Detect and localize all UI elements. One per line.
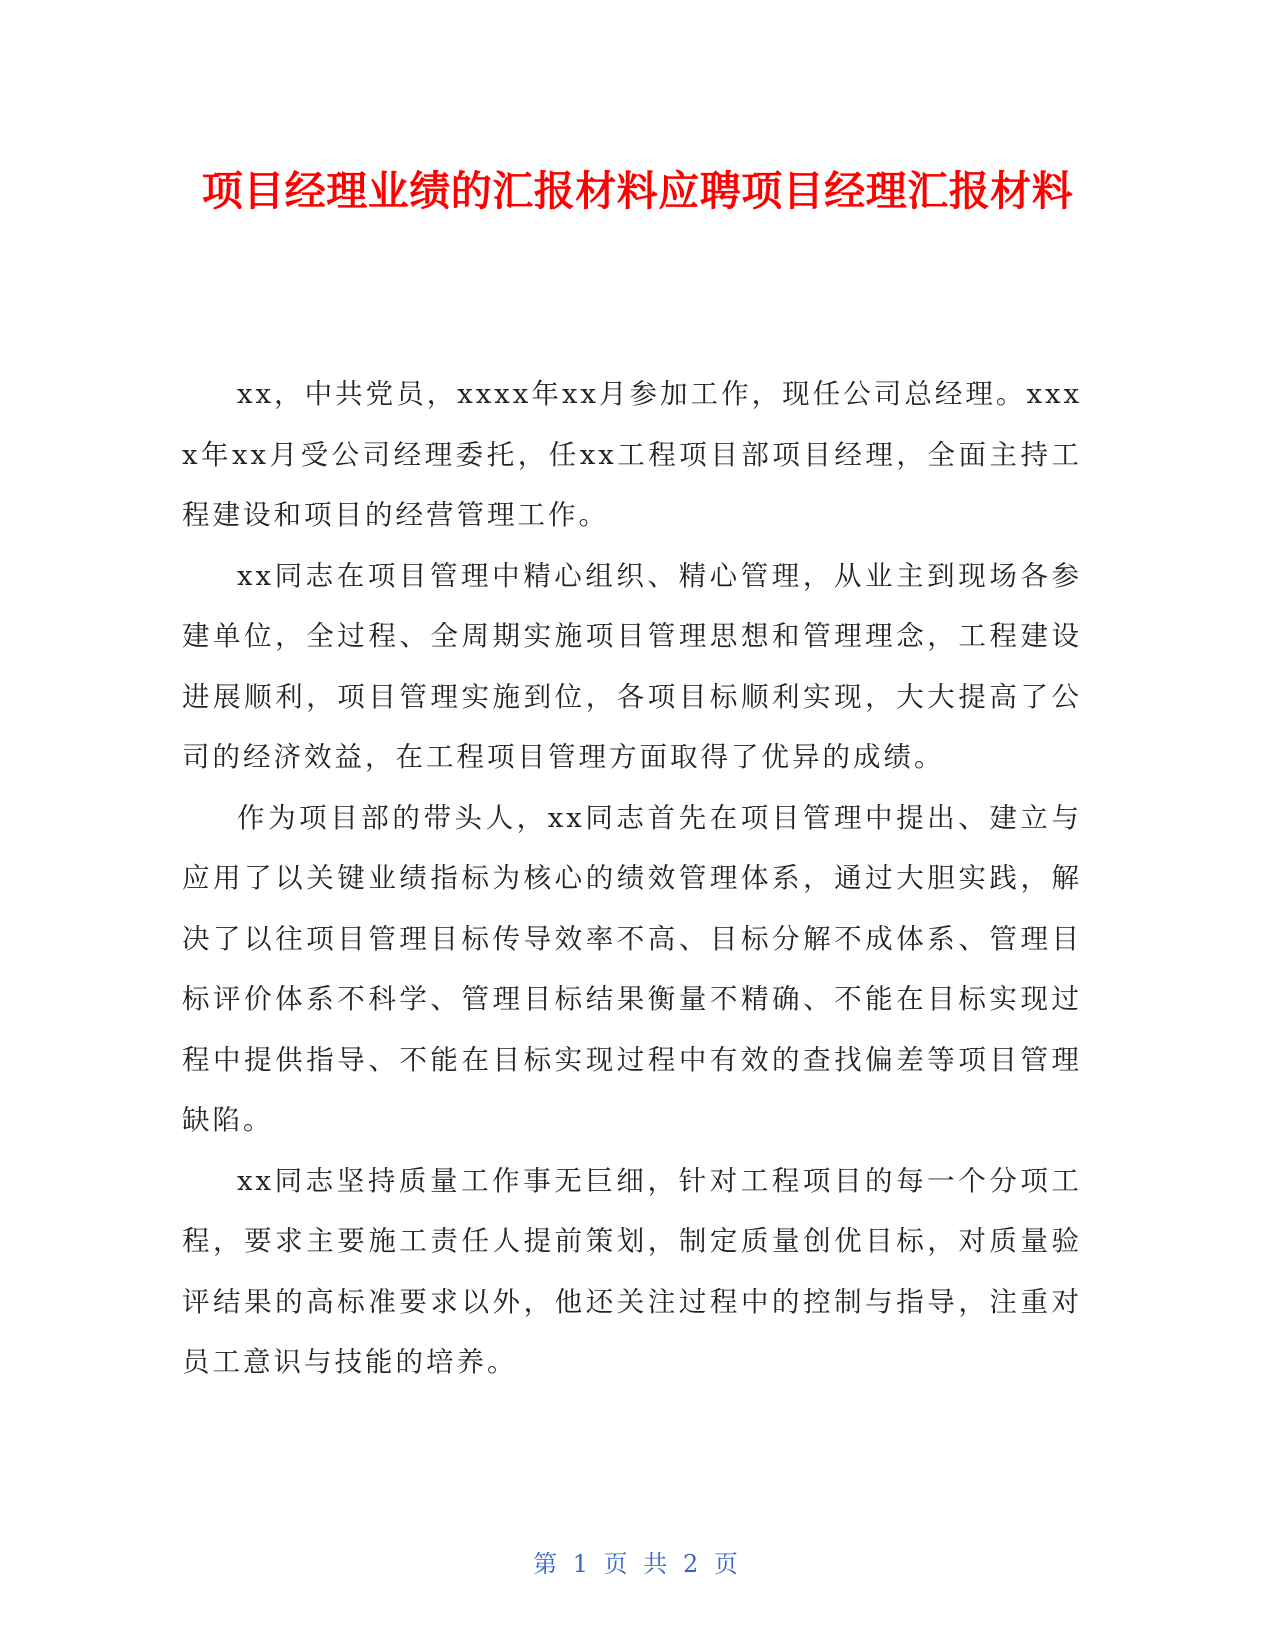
paragraph-2: xx同志在项目管理中精心组织、精心管理，从业主到现场各参建单位，全过程、全周期实施项目管理思想和管理理念，工程建设进展顺利，项目管理实施到位，各项目标顺利实现，大大提高了公司的经济效益，在工程项目管理方面取得了优异的成绩。 xyxy=(182,559,1082,773)
paragraph-1: xx，中共党员，xxxx年xx月参加工作，现任公司总经理。xxxx年xx月受公司经理委托，任xx工程项目部项目经理，全面主持工程建设和项目的经营管理工作。 xyxy=(182,378,1082,531)
paragraph-3: 作为项目部的带头人，xx同志首先在项目管理中提出、建立与应用了以关键业绩指标为核心的绩效管理体系，通过大胆实践，解决了以往项目管理目标传导效率不高、目标分解不成体系、管理目标评价体系不科学、管理目标结果衡量不精确、不能在目标实现过程中提供指导、不能在目标实现过程中有效的查找偏差等项目管理缺陷。 xyxy=(182,801,1082,1136)
document-body xyxy=(182,364,1082,1393)
document-title: 项目经理业绩的汇报材料应聘项目经理汇报材料 xyxy=(201,167,1074,215)
paragraph-4: xx同志坚持质量工作事无巨细，针对工程项目的每一个分项工程，要求主要施工责任人提前策划，制定质量创优目标，对质量验评结果的高标准要求以外，他还关注过程中的控制与指导，注重对员工意识与技能的培养。 xyxy=(182,1164,1082,1378)
page-footer xyxy=(0,1544,1275,1579)
page-number-label: 第 1 页 共 2 页 xyxy=(533,1550,742,1578)
